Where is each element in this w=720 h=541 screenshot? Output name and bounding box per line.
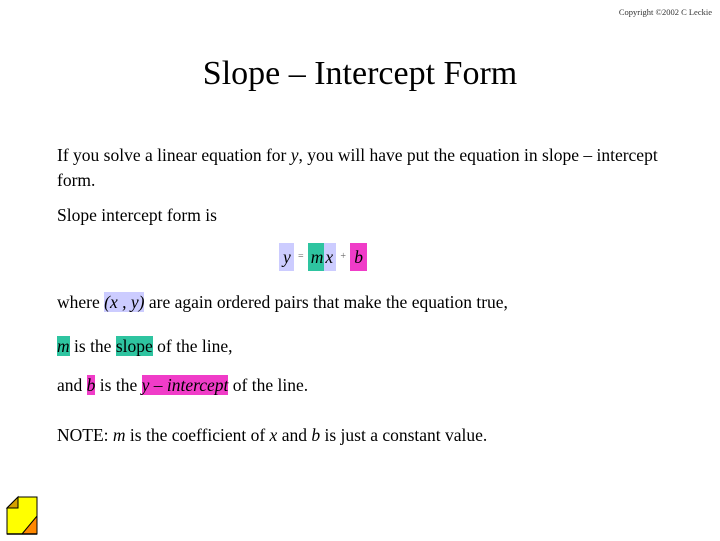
pairs-text-post: are again ordered pairs that make the equation true, <box>144 292 508 312</box>
note-var-b: b <box>311 425 321 445</box>
equation-b: b <box>350 243 367 271</box>
intercept-text-pre: and <box>57 375 87 395</box>
intercept-var-b: b <box>86 375 96 395</box>
intro-paragraph <box>57 143 677 193</box>
intercept-line <box>57 373 308 398</box>
equation-y: y <box>279 243 294 271</box>
note-text-a: is the coefficient of <box>125 425 270 445</box>
note-text-c: and <box>277 425 312 445</box>
slope-text-mid: is the <box>69 336 116 356</box>
copyright-text: Copyright ©2002 C Leckie <box>618 7 712 17</box>
note-line <box>57 423 487 448</box>
note-text-d: is just a constant value. <box>320 425 488 445</box>
pairs-text-pre: where <box>57 292 105 312</box>
note-label: NOTE: <box>57 425 113 445</box>
intercept-text-post: of the line. <box>228 375 309 395</box>
note-var-m: m <box>112 425 126 445</box>
y-intercept-phrase: y – intercept <box>141 375 229 395</box>
slope-text-post: of the line, <box>152 336 233 356</box>
equation-m: m <box>308 243 325 271</box>
intro-text-pre: If you solve a linear equation for <box>57 145 291 165</box>
slope-var-m: m <box>57 336 70 356</box>
ordered-pairs-line <box>57 290 508 315</box>
equation-x: x <box>324 243 336 271</box>
equation-plus: + <box>340 251 347 262</box>
intro-text-post: , you will have put the equation in slope – intercept form. <box>57 145 658 190</box>
note-var-x: x <box>269 425 278 445</box>
intercept-text-mid: is the <box>95 375 142 395</box>
intro-var-y: y <box>290 145 299 165</box>
slide-title: Slope – Intercept Form <box>202 55 518 92</box>
coordinate-pair: (x , y) <box>104 292 145 312</box>
page-corner-icon[interactable] <box>4 494 40 536</box>
slope-intercept-equation <box>279 243 367 271</box>
slope-word: slope <box>115 336 153 356</box>
form-intro-text: Slope intercept form is <box>57 205 217 225</box>
equation-equals: = <box>297 251 304 262</box>
slope-line <box>57 334 232 359</box>
